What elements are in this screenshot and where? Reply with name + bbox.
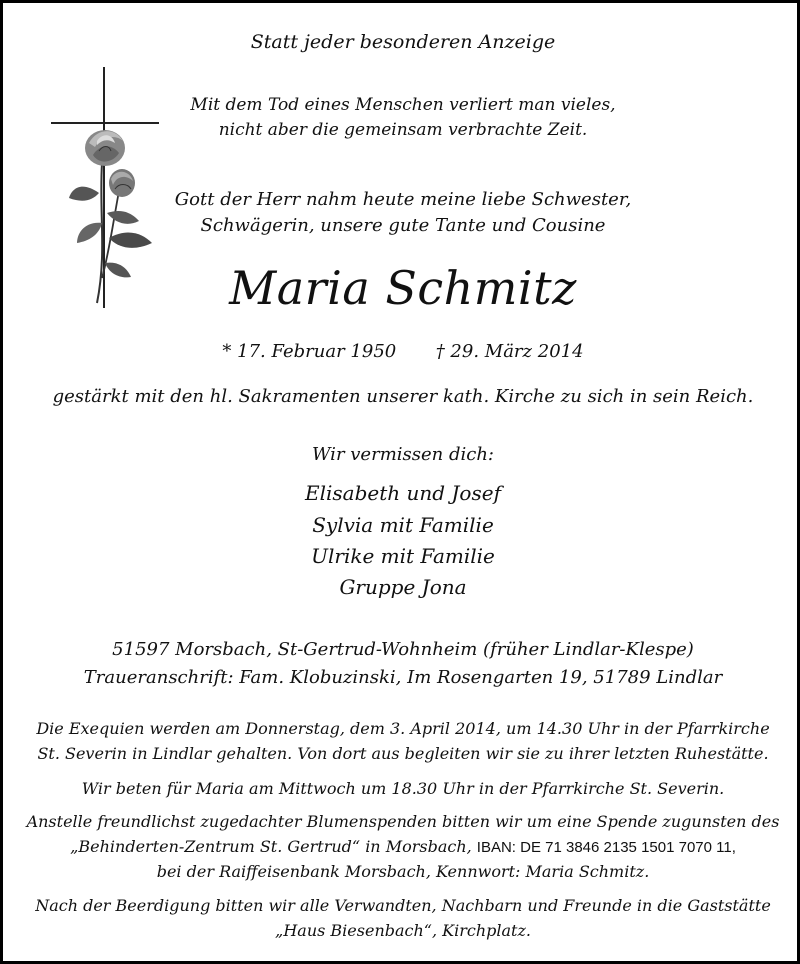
exequien-line-2: St. Severin in Lindlar gehalten. Von dort aus begleiten wir sie zu ihrer letzten Ruhestätte. xyxy=(37,744,769,763)
residence-address: 51597 Morsbach, St-Gertrud-Wohnheim (früher Lindlar-Klespe) xyxy=(112,639,694,660)
announcement-line-2: Schwägerin, unsere gute Tante und Cousine xyxy=(200,215,606,236)
donation-recipient: „Behinderten-Zentrum St. Gertrud“ in Morsbach, xyxy=(70,837,472,856)
prayer-notice: Wir beten für Maria am Mittwoch um 18.30 Uhr in der Pfarrkirche St. Severin. xyxy=(81,779,725,798)
donation-line-2 xyxy=(3,837,800,856)
mourning-address: Traueranschrift: Fam. Klobuzinski, Im Rosengarten 19, 51789 Lindlar xyxy=(83,667,723,688)
intro-heading: Statt jeder besonderen Anzeige xyxy=(250,31,556,53)
death-date: † 29. März 2014 xyxy=(435,341,584,362)
mourner-name: Sylvia mit Familie xyxy=(312,513,494,537)
iban-number: IBAN: DE 71 3846 2135 1501 7070 11, xyxy=(476,839,736,856)
funeral-line-1: Nach der Beerdigung bitten wir alle Verwandten, Nachbarn und Freunde in die Gaststätte xyxy=(35,896,771,915)
mourner-name: Gruppe Jona xyxy=(339,575,467,599)
sacrament-line: gestärkt mit den hl. Sakramenten unserer kath. Kirche zu sich in sein Reich. xyxy=(52,386,754,407)
life-dates xyxy=(3,341,800,362)
deceased-name: Maria Schmitz xyxy=(229,261,577,315)
announcement-line-1: Gott der Herr nahm heute meine liebe Schwester, xyxy=(174,189,632,210)
mourner-name: Elisabeth und Josef xyxy=(305,481,501,505)
quote-line-1: Mit dem Tod eines Menschen verliert man vieles, xyxy=(190,95,616,115)
exequien-line-1: Die Exequien werden am Donnerstag, dem 3. April 2014, um 14.30 Uhr in der Pfarrkirche xyxy=(36,719,770,738)
mourners-intro: Wir vermissen dich: xyxy=(312,444,494,465)
quote-line-2: nicht aber die gemeinsam verbrachte Zeit. xyxy=(218,120,588,140)
donation-line-1: Anstelle freundlichst zugedachter Blumenspenden bitten wir um eine Spende zugunsten des xyxy=(26,812,780,831)
birth-date: * 17. Februar 1950 xyxy=(222,341,397,362)
mourner-name: Ulrike mit Familie xyxy=(311,544,495,568)
donation-line-3: bei der Raiffeisenbank Morsbach, Kennwort: Maria Schmitz. xyxy=(156,862,650,881)
funeral-line-2: „Haus Biesenbach“, Kirchplatz. xyxy=(275,921,531,940)
